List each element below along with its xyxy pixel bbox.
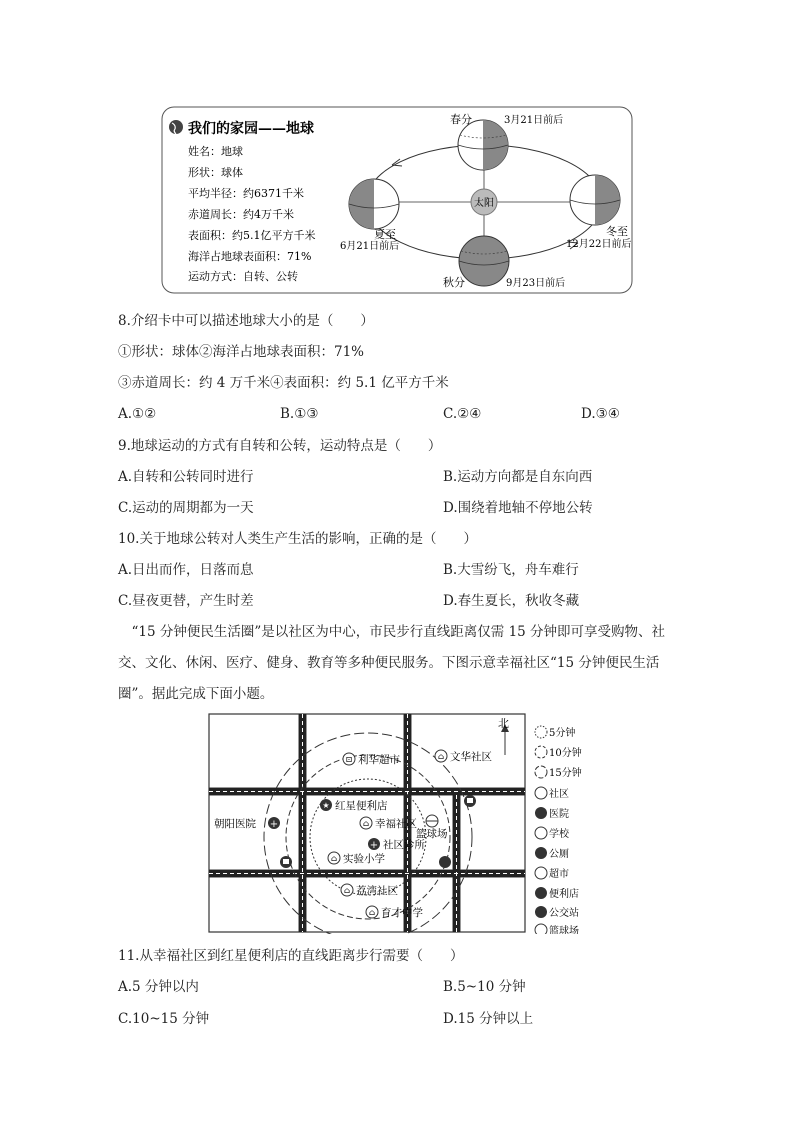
map-legend: [535, 726, 582, 934]
label-autumn: 秋分: [443, 276, 465, 289]
earth-orbit-figure: [160, 105, 635, 297]
legend-item: 医院: [549, 809, 569, 820]
q8-option-a[interactable]: A.①②: [118, 406, 157, 422]
svg-text:⌂: ⌂: [437, 752, 445, 761]
svg-text:+: +: [369, 840, 379, 851]
legend-item: 超市: [549, 869, 569, 880]
q9-stem: 9.地球运动的方式有自转和公转，运动特点是（ ）: [118, 438, 442, 454]
supermarket-icon: [343, 753, 355, 765]
label-winter-date: 12月22日前后: [566, 239, 632, 250]
card-title: 我们的家园——地球: [188, 121, 314, 137]
place-xingfu: 幸福社区: [375, 818, 417, 830]
q8-stem: 8.介绍卡中可以描述地球大小的是（ ）: [118, 313, 374, 329]
bus-stop-icon: [464, 795, 476, 807]
card-line: 海洋占地球表面积：71%: [188, 250, 312, 263]
community-icon: [435, 750, 447, 762]
q10-option-c[interactable]: C.昼夜更替，产生时差: [118, 593, 254, 609]
earth-spring: [458, 120, 508, 170]
label-summer-date: 6月21日前后: [340, 241, 400, 252]
place-hongxing: 红星便利店: [335, 800, 388, 812]
school-icon: [366, 906, 378, 918]
label-winter: 冬至: [606, 225, 628, 238]
place-clinic: 社区诊所: [383, 839, 425, 851]
q10-stem: 10.关于地球公转对人类生产生活的影响，正确的是（ ）: [118, 531, 477, 547]
card-line: 平均半径：约6371千米: [188, 187, 304, 200]
intro-paragraph: “15 分钟便民生活圈”是以社区为中心，市民步行直线距离仅需 15 分钟即可享受购物、社交、文化、休闲、医疗、健身、教育等多种便民服务。下图示意幸福社区“15 分钟便民生活圈”。据此完成下面小题。: [118, 624, 666, 702]
place-chaoyang: 朝阳医院: [214, 818, 256, 830]
convenience-store-icon: [320, 799, 332, 811]
q11-option-c[interactable]: C.10~15 分钟: [118, 1011, 210, 1027]
q9-option-d[interactable]: D.围绕着地轴不停地公转: [443, 500, 593, 516]
legend-item: 社区: [549, 789, 569, 800]
earth-summer: [349, 179, 399, 229]
card-line: 形状：球体: [188, 166, 243, 179]
q8-option-c[interactable]: C.②④: [443, 406, 482, 422]
legend-item: 15分钟: [549, 768, 582, 779]
hospital-icon: [268, 817, 280, 830]
north-label: 北: [498, 717, 509, 730]
card-line: 表面积：约5.1亿平方千米: [188, 229, 316, 242]
place-lanqiu: 篮球场: [416, 828, 448, 840]
place-lihua: 利华超市: [358, 754, 400, 766]
place-yucai: 育才中学: [381, 907, 423, 919]
legend-item: 篮球场: [549, 926, 579, 934]
q11-option-a[interactable]: A.5 分钟以内: [118, 979, 199, 995]
label-spring: 春分: [450, 113, 472, 126]
q9-option-b[interactable]: B.运动方向都是自东向西: [443, 469, 593, 485]
q8-option-b[interactable]: B.①③: [280, 406, 319, 422]
community-icon: [341, 884, 353, 896]
school-icon: [328, 852, 340, 864]
card-line: 运动方式：自转、公转: [188, 270, 298, 283]
q8-line1: ①形状：球体②海洋占地球表面积：71%: [118, 344, 365, 360]
q8-option-d[interactable]: D.③④: [581, 406, 620, 422]
q11-option-d[interactable]: D.15 分钟以上: [443, 1011, 534, 1027]
label-summer: 夏至: [374, 228, 396, 241]
svg-text:+: +: [269, 819, 279, 830]
place-liwan: 荔湾社区: [356, 885, 398, 897]
card-line: 姓名：地球: [188, 145, 243, 158]
card-line: 赤道周长：约4万千米: [188, 208, 294, 221]
earth-autumn: [459, 236, 509, 286]
legend-item: 10分钟: [549, 748, 582, 759]
q11-option-b[interactable]: B.5~10 分钟: [443, 979, 526, 995]
legend-item: 公交站: [549, 908, 579, 919]
legend-item: 5分钟: [549, 728, 576, 739]
svg-text:⌂: ⌂: [368, 908, 376, 917]
label-spring-date: 3月21日前后: [504, 115, 564, 126]
svg-text:⌂: ⌂: [330, 854, 338, 863]
place-wenhua: 文华社区: [450, 751, 492, 763]
place-school: 实验小学: [343, 853, 385, 865]
svg-text:⌂: ⌂: [362, 819, 370, 828]
hospital-icon: [368, 838, 380, 851]
bus-stop-icon: [280, 856, 292, 868]
q8-line2: ③赤道周长：约 4 万千米④表面积：约 5.1 亿平方千米: [118, 375, 449, 391]
basketball-court-icon: [426, 815, 438, 827]
q11-stem: 11.从幸福社区到红星便利店的直线距离步行需要（ ）: [118, 948, 464, 964]
community-icon: [360, 817, 372, 829]
q10-option-b[interactable]: B.大雪纷飞，舟车难行: [443, 562, 579, 578]
legend-item: 公厕: [549, 849, 569, 860]
legend-item: 便利店: [549, 889, 579, 900]
community-map: [208, 712, 618, 934]
sun-label: 太阳: [474, 198, 494, 209]
q9-option-a[interactable]: A.自转和公转同时进行: [118, 469, 254, 485]
globe-icon: [169, 120, 183, 134]
svg-text:★: ★: [322, 801, 330, 810]
svg-text:⌂: ⌂: [343, 886, 351, 895]
q10-option-a[interactable]: A.日出而作，日落而息: [118, 562, 254, 578]
earth-winter: [570, 175, 620, 225]
q10-option-d[interactable]: D.春生夏长，秋收冬藏: [443, 593, 580, 609]
toilet-icon: [439, 856, 451, 868]
label-autumn-date: 9月23日前后: [506, 278, 566, 289]
svg-text:⊡: ⊡: [345, 755, 353, 764]
legend-item: 学校: [549, 829, 569, 840]
q9-option-c[interactable]: C.运动的周期都为一天: [118, 500, 254, 516]
